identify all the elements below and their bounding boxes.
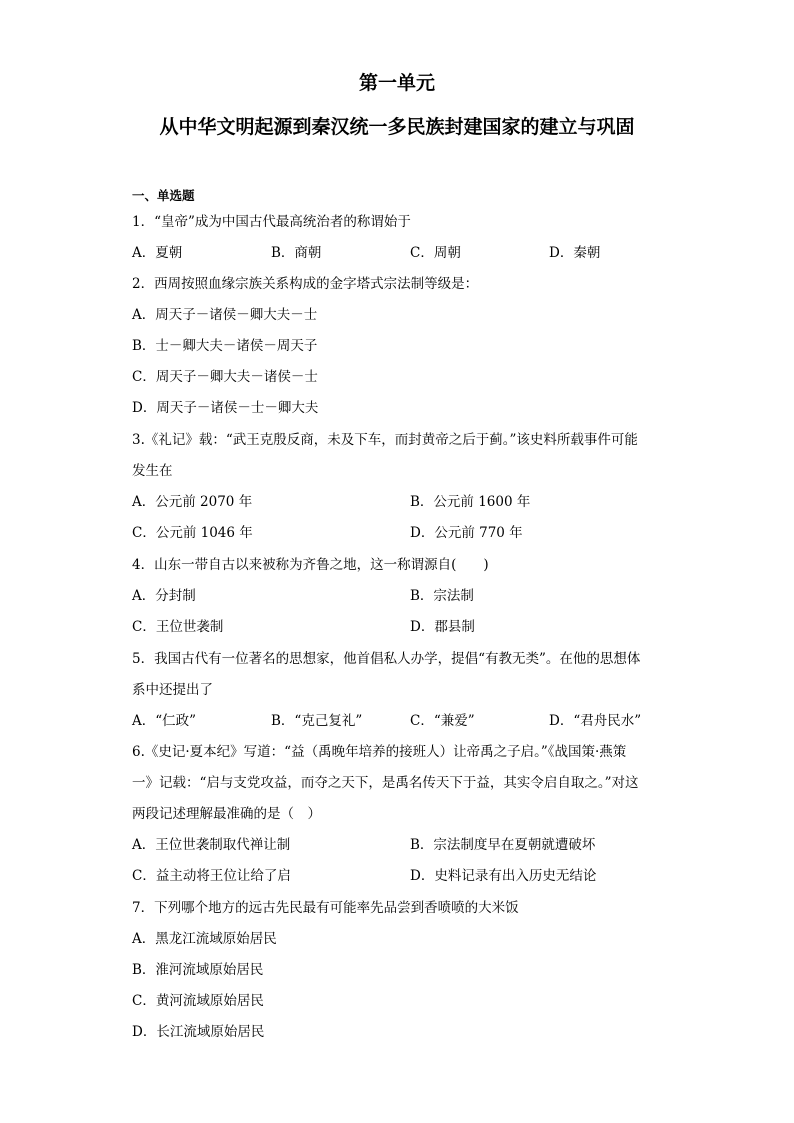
option-d: D．秦朝	[549, 245, 601, 261]
question-4-options-row-2	[132, 617, 692, 637]
option-a: A．分封制	[132, 588, 196, 604]
unit-title: 第一单元	[358, 72, 435, 94]
question-7-option-d: D．长江流域原始居民	[132, 1024, 265, 1040]
option-b: B．商朝	[271, 245, 322, 261]
question-2-option-d: D．周天子－诸侯－士－卿大夫	[132, 400, 319, 416]
question-2-option-a: A．周天子－诸侯－卿大夫－士	[132, 307, 318, 323]
section-heading: 一、单选题	[132, 188, 195, 203]
question-7-stem: 7．下列哪个地方的远古先民最有可能率先品尝到香喷喷的大米饭	[132, 900, 519, 916]
option-b: B．宗法制	[410, 588, 474, 604]
option-c: C．周朝	[410, 245, 461, 261]
question-2-stem: 2．西周按照血缘宗族关系构成的金字塔式宗法制等级是：	[132, 276, 479, 292]
question-7-option-c: C．黄河流域原始居民	[132, 993, 264, 1009]
question-2-option-b: B．士－卿大夫－诸侯－周天子	[132, 338, 318, 354]
option-b: B．公元前 1600 年	[410, 494, 531, 510]
question-3-stem-line-1: 3.《礼记》载：“武王克殷反商，未及下车，而封黄帝之后于蓟。”该史料所载事件可能	[132, 432, 638, 448]
question-7-option-a: A．黑龙江流域原始居民	[132, 931, 277, 947]
question-1-options	[132, 243, 692, 263]
question-3-stem-line-2: 发生在	[132, 463, 173, 479]
question-6-stem-line-3: 两段记述理解最准确的是（ ）	[132, 806, 321, 822]
question-3-options-row-2	[132, 523, 692, 543]
option-d: D．郡县制	[410, 619, 475, 635]
option-c: C．公元前 1046 年	[132, 525, 253, 541]
option-d: D．公元前 770 年	[410, 525, 523, 541]
question-2-option-c: C．周天子－卿大夫－诸侯－士	[132, 369, 318, 385]
option-b: B．宗法制度早在夏朝就遭破坏	[410, 837, 596, 853]
question-1-stem: 1．“皇帝”成为中国古代最高统治者的称谓始于	[132, 214, 411, 230]
question-6-options-row-1	[132, 835, 692, 855]
question-6-stem-line-2: 一》记载：“启与支党攻益，而夺之天下，是禹名传天下于益，其实令启自取之。”对这	[132, 775, 639, 791]
question-4-stem: 4．山东一带自古以来被称为齐鲁之地，这一称谓源自( )	[132, 557, 489, 573]
question-6-options-row-2	[132, 866, 692, 886]
option-c: C．“兼爱”	[410, 713, 475, 729]
unit-subtitle: 从中华文明起源到秦汉统一多民族封建国家的建立与巩固	[159, 116, 635, 138]
option-a: A．夏朝	[132, 245, 183, 261]
option-d: D．史料记录有出入历史无结论	[410, 868, 597, 884]
option-c: C．王位世袭制	[132, 619, 224, 635]
option-a: A．王位世袭制取代禅让制	[132, 837, 291, 853]
question-5-stem-line-1: 5．我国古代有一位著名的思想家，他首倡私人办学，提倡“有教无类”。在他的思想体	[132, 651, 641, 667]
option-c: C．益主动将王位让给了启	[132, 868, 291, 884]
option-b: B．“克己复礼”	[271, 713, 363, 729]
option-a: A．“仁政”	[132, 713, 197, 729]
question-4-options-row-1	[132, 586, 692, 606]
question-5-stem-line-2: 系中还提出了	[132, 682, 213, 698]
question-6-stem-line-1: 6.《史记·夏本纪》写道：“益（禹晚年培养的接班人）让帝禹之子启。”《战国策·燕策	[132, 744, 627, 760]
question-3-options-row-1	[132, 492, 692, 512]
option-a: A．公元前 2070 年	[132, 494, 253, 510]
question-7-option-b: B．淮河流域原始居民	[132, 962, 264, 978]
option-d: D．“君舟民水”	[549, 713, 642, 729]
question-5-options	[132, 711, 692, 731]
